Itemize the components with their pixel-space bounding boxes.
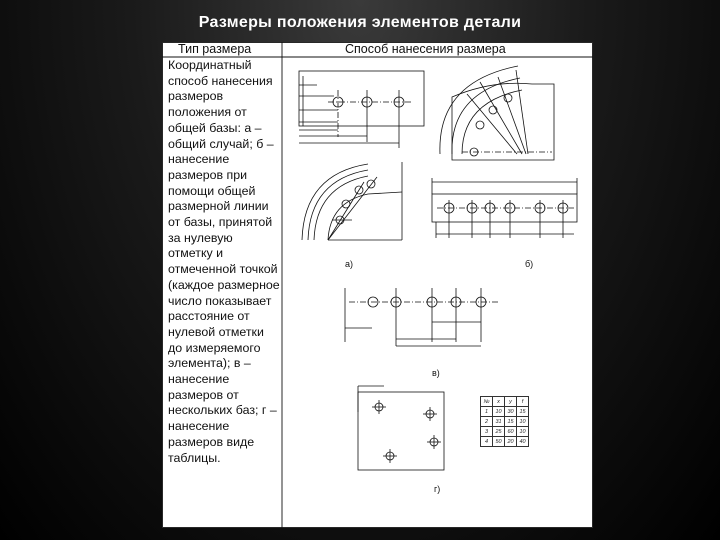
slide-title: Размеры положения элементов детали (198, 14, 522, 31)
drawing-rect-holes (299, 71, 424, 148)
drawing-arc-block (440, 66, 554, 160)
col-header: y (505, 397, 517, 407)
figure-label-b: б) (525, 259, 534, 269)
cell: 20 (505, 437, 517, 447)
figure-label-v: в) (432, 368, 440, 378)
cell: 2 (481, 417, 493, 427)
cell: 10 (493, 407, 505, 417)
col-header: x (493, 397, 505, 407)
cell: 1 (481, 407, 493, 417)
document-page (162, 42, 593, 528)
cell: 3 (481, 427, 493, 437)
table-row (481, 407, 529, 417)
drawing-coordinate-plate (358, 386, 444, 470)
cell: 4 (481, 437, 493, 447)
cell: 15 (505, 417, 517, 427)
cell: 10 (517, 427, 529, 437)
cell: 25 (493, 427, 505, 437)
drawing-several-bases (345, 288, 498, 346)
col-header: № (481, 397, 493, 407)
table-row (481, 417, 529, 427)
figure-label-g: г) (434, 484, 441, 494)
cell: 40 (517, 437, 529, 447)
header-method: Способ нанесения размера (345, 42, 506, 56)
cell: 50 (493, 437, 505, 447)
description-text: Координатный способ нанесения размеров положения от общей базы: а – общий случай; б – нанесение размеров при помощи общей размерной линии от базы, принятой за нулевую отметку и отмеченной точкой (каждое размерное число показывает расстояние от нулевой отметки до измеряемого элемента); в – нанесение размеров от нескольких баз; г – нанесение размеров виде таблицы. (168, 58, 280, 465)
drawing-quarter-arc (302, 162, 402, 240)
figure-label-a: а) (345, 259, 354, 269)
header-type: Тип размера (178, 42, 252, 56)
cell: 60 (505, 427, 517, 437)
drawing-strip-holes (432, 178, 577, 238)
cell: 30 (505, 407, 517, 417)
coordinate-table (480, 396, 529, 447)
coordinate-table-header (481, 397, 529, 407)
cell: 15 (517, 407, 529, 417)
table-row (481, 427, 529, 437)
col-header: f (517, 397, 529, 407)
cell: 10 (517, 417, 529, 427)
table-row (481, 437, 529, 447)
cell: 31 (493, 417, 505, 427)
